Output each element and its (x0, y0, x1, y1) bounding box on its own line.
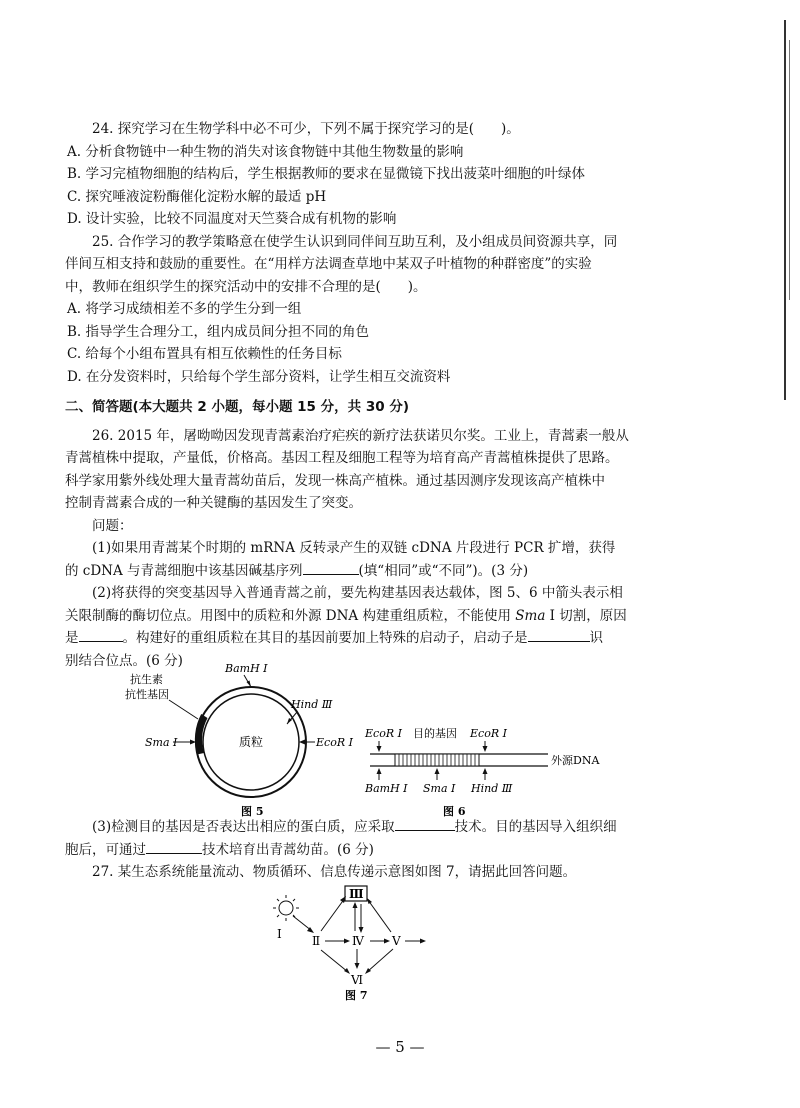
plasmid-label: 质粒 (239, 735, 264, 749)
page-number: — 5 — (375, 1038, 425, 1056)
arrowhead (377, 746, 382, 752)
node-3-label: Ⅲ (349, 886, 364, 901)
option-a: A. 分析食物链中一种生物的消失对该食物链中其他生物数量的影响 (67, 143, 464, 160)
figure-7-container (65, 886, 695, 1002)
text-segment: 的 cDNA 与青蒿细胞中该基因碱基序列 (65, 562, 303, 579)
arrow-5-to-6 (367, 949, 393, 972)
subquestion-2: (2)将获得的突变基因导入普通青蒿之前，要先构建基因表达载体，图 5、6 中箭头表示相 (92, 585, 623, 601)
arrowhead (355, 963, 360, 969)
node-2-label: Ⅱ (312, 933, 321, 948)
text-segment: 技术。目的基因导入组织细 (454, 819, 617, 835)
answer-blank[interactable] (146, 839, 202, 854)
exam-page (65, 118, 695, 1002)
option-d: D. 设计实验，比较不同温度对天竺葵合成有机物的影响 (67, 211, 397, 227)
node-4-label: Ⅳ (352, 933, 364, 948)
figure-6 (364, 726, 600, 818)
scan-edge-line (789, 40, 790, 300)
arrowhead (367, 898, 372, 904)
arrowhead (420, 938, 426, 943)
subquestion-2-line2 (65, 605, 695, 628)
option-b: B. 学习完植物细胞的结构后，学生根据教师的要求在显微镜下找出菠菜叶细胞的叶绿体 (67, 166, 586, 182)
bamhi-label: BamH Ⅰ (225, 662, 268, 675)
question-stem: 中，教师在组织学生的探究活动中的安排不合理的是( )。 (65, 278, 427, 295)
question-stem: 伴间互相支持和鼓励的重要性。在“用样方法调查草地中某双子叶植物的种群密度”的实验 (65, 256, 592, 272)
question-stem: 27. 某生态系统能量流动、物质循环、信息传递示意图如图 7，请据此回答问题。 (92, 864, 577, 880)
arrowhead (435, 768, 440, 774)
figure-5-caption: 图 5 (241, 805, 264, 818)
arrow-2-to-3 (321, 898, 345, 931)
option-b: B. 指导学生合理分工，组内成员间分担不同的角色 (67, 323, 370, 340)
question-26 (65, 425, 695, 862)
target-gene-label: 目的基因 (413, 727, 457, 740)
figure-row (65, 662, 695, 818)
section-heading: 二、简答题(本大题共 2 小题，每小题 15 分，共 30 分) (65, 399, 410, 415)
question-intro: 青蒿植株中提取，产量低，价格高。基因工程及细胞工程等为培育高产青蒿植株提供了思路。 (65, 450, 619, 466)
subquestion-3 (65, 816, 695, 839)
hindiii-label: Hind Ⅲ (291, 698, 333, 711)
figure-5 (125, 662, 354, 818)
question-intro: 科学家用紫外线处理大量青蒿幼苗后，发现一株高产植株。通过基因测序发现该高产植株中 (65, 472, 605, 489)
arrowhead (247, 681, 252, 688)
antibiotic-label-2: 抗性基因 (125, 688, 169, 701)
text-segment: 技术培育出青蒿幼苗。(6 分) (202, 841, 374, 858)
subquestion-2-line4: 别结合位点。(6 分) (65, 652, 183, 669)
node-5-label: Ⅴ (392, 933, 401, 948)
node-1-label: Ⅰ (277, 926, 282, 941)
option-c: C. 探究唾液淀粉酶催化淀粉水解的最适 pH (67, 188, 327, 205)
ecori-left-label: EcoR Ⅰ (365, 727, 402, 740)
arrowhead (384, 938, 390, 943)
subquestion-1-line2 (65, 560, 695, 583)
text-segment: 关限制酶的酶切位点。用图中的质粒和外源 DNA 构建重组质粒，不能使用 (65, 607, 511, 624)
subquestion-1: (1)如果用青蒿某个时期的 mRNA 反转录产生的双链 cDNA 片段进行 PCR 扩增，获得 (92, 540, 616, 556)
resistance-gene-segment (195, 714, 208, 755)
answer-blank[interactable] (528, 627, 590, 642)
subquestion-2-line3 (65, 627, 695, 650)
question-24 (65, 118, 695, 231)
node-6-label: Ⅵ (351, 972, 364, 987)
ecori-right-label: EcoR Ⅰ (470, 727, 507, 740)
text-segment: (填“相同”或“不同”)。(3 分) (358, 562, 529, 579)
arrow-2-to-6 (321, 950, 348, 972)
smai-label: Sma Ⅰ (145, 736, 178, 749)
answer-blank[interactable] (79, 627, 123, 642)
antibiotic-leader (169, 700, 198, 719)
hindiii-label: Hind Ⅲ (471, 782, 513, 795)
arrowhead (483, 746, 488, 752)
foreign-dna-label: 外源DNA (551, 754, 600, 767)
figure-6-caption: 图 6 (443, 805, 466, 818)
arrowhead (359, 927, 364, 933)
enzyme-name: Sma (515, 607, 546, 624)
figure-7-caption: 图 7 (345, 988, 368, 1002)
bamhi-label: BamH Ⅰ (365, 782, 408, 795)
subquestion-3-line2 (65, 839, 695, 862)
arrowhead (483, 768, 488, 774)
text-segment: 。构建好的重组质粒在其目的基因前要加上特殊的启动子，启动子是 (122, 630, 528, 646)
text-segment: (3)检测目的基因是否表达出相应的蛋白质，应采取 (92, 819, 395, 835)
question-intro: 26. 2015 年，屠呦呦因发现青蒿素治疗疟疾的新疗法获诺贝尔奖。工业上，青蒿素一般从 (92, 427, 629, 444)
question-stem: 24. 探究学习在生物学科中必不可少，下列不属于探究学习的是( )。 (92, 121, 520, 137)
text-segment: 是 (65, 630, 79, 646)
antibiotic-label-1: 抗生素 (130, 673, 163, 686)
arrowhead (344, 938, 350, 943)
figures-5-6 (65, 662, 695, 818)
text-segment: Ⅰ 切割，原因 (545, 607, 627, 624)
figure-7 (65, 886, 695, 1002)
arrowhead (353, 902, 358, 908)
target-gene-block (395, 754, 479, 766)
text-segment: 胞后，可通过 (65, 841, 146, 858)
ecori-label: EcoR Ⅰ (316, 736, 353, 749)
arrowhead (377, 768, 382, 774)
smai-label: Sma Ⅰ (423, 782, 456, 795)
option-d: D. 在分发资料时，只给每个学生部分资料，让学生相互交流资料 (67, 368, 451, 385)
answer-blank[interactable] (303, 560, 359, 575)
answer-blank[interactable] (395, 816, 455, 831)
arrowhead (299, 740, 305, 745)
question-27 (65, 861, 695, 1002)
question-stem: 25. 合作学习的教学策略意在使学生认识到同伴间互助互利，及小组成员间资源共享，同 (92, 233, 618, 250)
question-label: 问题： (92, 517, 133, 534)
option-c: C. 给每个小组布置具有相互依赖性的任务目标 (67, 346, 342, 362)
question-intro: 控制青蒿素合成的一种关键酶的基因发生了突变。 (65, 495, 362, 511)
text-segment: 识 (589, 630, 603, 646)
option-a: A. 将学习成绩相差不多的学生分到一组 (67, 301, 302, 317)
arrow-5-to-3 (368, 900, 391, 932)
scan-edge-line (784, 20, 786, 400)
question-25 (65, 231, 695, 389)
